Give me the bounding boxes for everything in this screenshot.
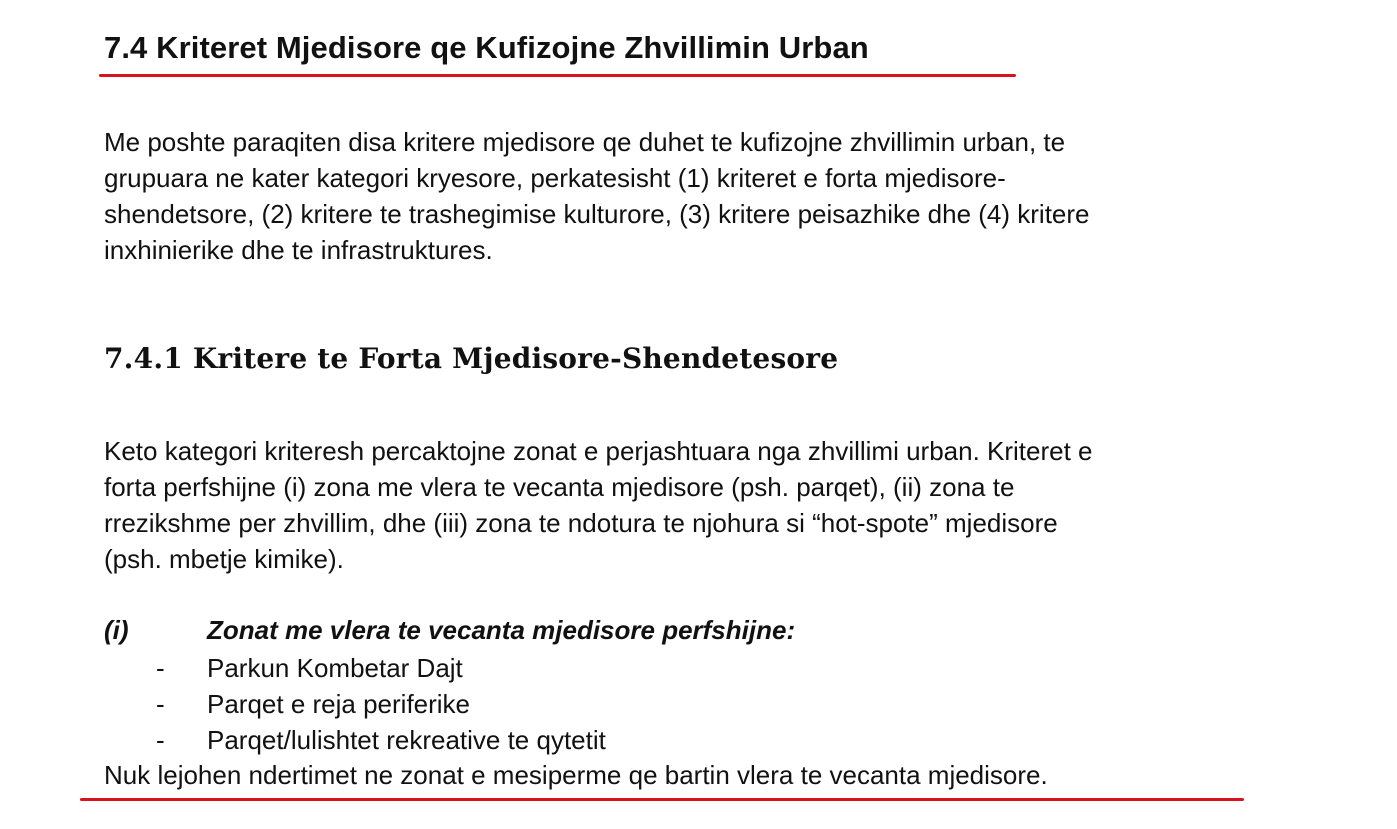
subsection-line: forta perfshijne (i) zona me vlera te vecanta mjedisore (psh. parqet), (ii) zona te (104, 472, 1015, 502)
list-number: (i) (104, 615, 129, 645)
heading-red-underline (99, 74, 1016, 77)
zones-list (156, 650, 606, 758)
closing-statement: Nuk lejohen ndertimet ne zonat e mesiperme qe bartin vlera te vecanta mjedisore. (104, 760, 1048, 790)
subsection-line: rrezikshme per zhvillim, dhe (iii) zona te ndotura te njohura si “hot-spote” mjedisore (104, 508, 1058, 538)
intro-line: grupuara ne kater kategori kryesore, perkatesisht (1) kriteret e forta mjedisore- (104, 163, 1006, 193)
section-heading: 7.4 Kriteret Mjedisore qe Kufizojne Zhvillimin Urban (104, 30, 869, 65)
list-item (156, 650, 606, 686)
list-item-text: Parqet e reja periferike (207, 689, 471, 719)
list-item-text: Parqet/lulishtet rekreative te qytetit (207, 725, 606, 755)
list-item-text: Parkun Kombetar Dajt (207, 653, 463, 683)
dash-bullet: - (156, 689, 165, 719)
dash-bullet: - (156, 653, 165, 683)
intro-line: Me poshte paraqiten disa kritere mjedisore qe duhet te kufizojne zhvillimin urban, te (104, 127, 1066, 157)
subsection-heading: 7.4.1 Kritere te Forta Mjedisore-Shendetesore (104, 342, 839, 375)
closing-red-underline (80, 798, 1244, 801)
list-item (156, 686, 606, 722)
list-heading (104, 612, 795, 648)
list-title: Zonat me vlera te vecanta mjedisore perfshijne: (207, 615, 796, 645)
intro-line: inxhinierike dhe te infrastruktures. (104, 235, 493, 265)
subsection-paragraph (104, 433, 1093, 577)
dash-bullet: - (156, 725, 165, 755)
subsection-line: (psh. mbetje kimike). (104, 544, 344, 574)
list-item (156, 722, 606, 758)
intro-paragraph (104, 124, 1090, 268)
subsection-line: Keto kategori kriteresh percaktojne zonat e perjashtuara nga zhvillimi urban. Kriteret e (104, 436, 1093, 466)
intro-line: shendetsore, (2) kritere te trashegimise kulturore, (3) kritere peisazhike dhe (4) kritere (104, 199, 1090, 229)
